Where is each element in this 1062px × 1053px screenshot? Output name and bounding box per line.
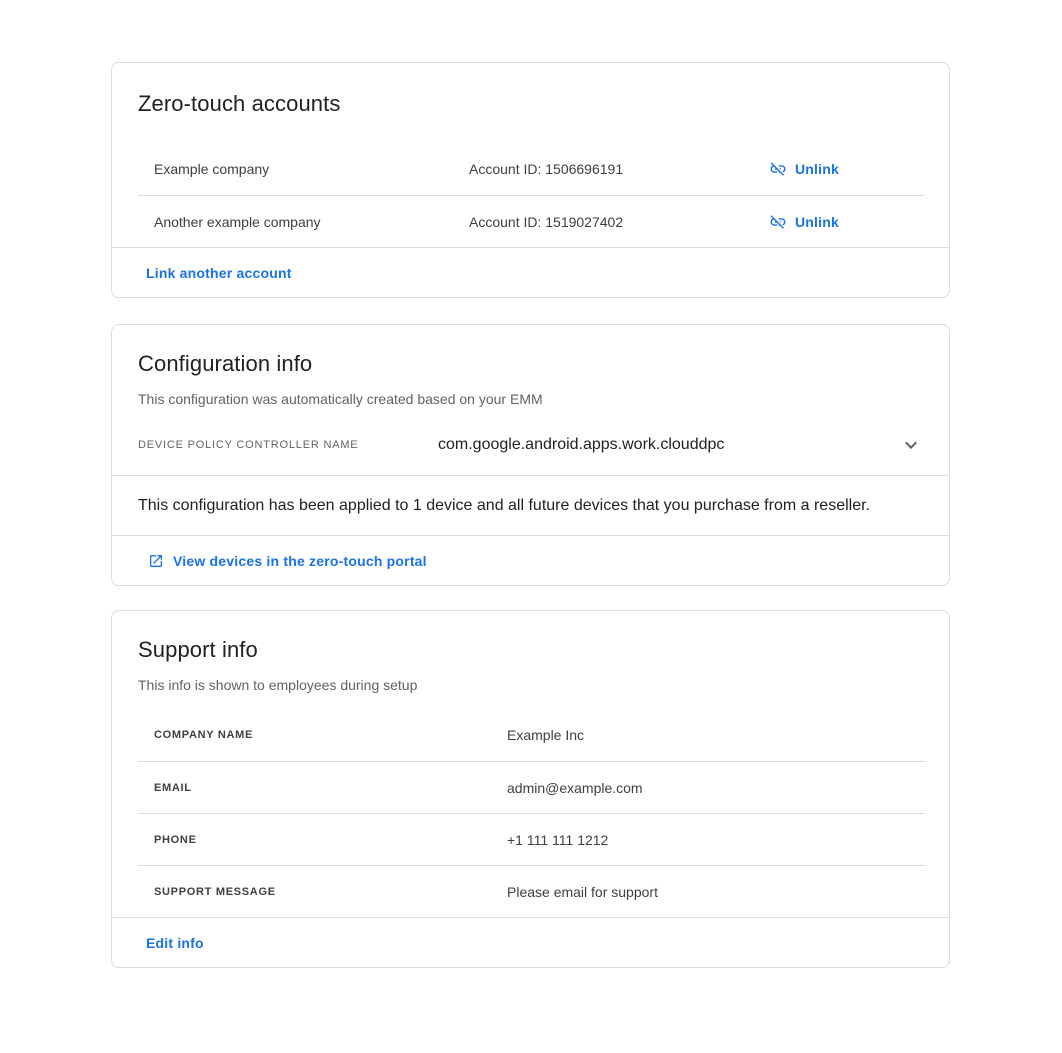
support-row-email — [138, 761, 925, 813]
open-in-new-icon — [148, 553, 164, 569]
support-row-value: admin@example.com — [507, 779, 643, 796]
dpc-name-label: DEVICE POLICY CONTROLLER NAME — [138, 439, 359, 451]
account-action-cell — [769, 213, 909, 231]
account-id: Account ID: 1506696191 — [469, 161, 624, 177]
support-row-label: SUPPORT MESSAGE — [154, 885, 276, 898]
view-devices-portal-link[interactable] — [148, 553, 427, 569]
view-devices-portal-label: View devices in the zero-touch portal — [173, 552, 427, 569]
configuration-applied-text-row — [112, 475, 949, 535]
support-info-subtitle: This info is shown to employees during setup — [138, 677, 418, 693]
support-row-company-name — [138, 709, 925, 761]
edit-info-button[interactable]: Edit info — [146, 934, 204, 951]
unlink-button[interactable] — [769, 213, 839, 231]
support-card-footer — [112, 917, 949, 967]
unlink-button-label: Unlink — [795, 213, 839, 230]
support-row-support-message — [138, 865, 925, 917]
support-row-label: COMPANY NAME — [154, 729, 254, 741]
unlink-button[interactable] — [769, 160, 839, 178]
zero-touch-card-footer — [112, 247, 949, 297]
support-info-table — [138, 709, 925, 917]
account-name: Example company — [154, 161, 270, 177]
support-row-value: Please email for support — [507, 883, 658, 900]
support-row-label: PHONE — [154, 833, 197, 846]
dpc-name-row[interactable] — [138, 415, 923, 475]
account-name: Another example company — [154, 213, 321, 230]
account-id: Account ID: 1519027402 — [469, 213, 624, 230]
configuration-applied-text: This configuration has been applied to 1 device and all future devices that you purchase from a reseller. — [138, 496, 870, 514]
support-info-card — [111, 610, 950, 968]
configuration-info-card — [111, 324, 950, 586]
account-row — [138, 195, 925, 247]
configuration-card-footer — [112, 535, 949, 585]
dpc-name-value: com.google.android.apps.work.clouddpc — [438, 436, 725, 453]
link-off-icon — [769, 213, 787, 231]
account-action-cell — [769, 160, 909, 178]
accounts-table — [138, 143, 925, 247]
support-row-phone — [138, 813, 925, 865]
link-another-account-button[interactable]: Link another account — [146, 264, 292, 281]
support-row-value: Example Inc — [507, 727, 585, 743]
chevron-down-icon[interactable] — [899, 433, 923, 457]
support-info-title: Support info — [138, 637, 258, 662]
support-row-value: +1 111 111 1212 — [507, 831, 609, 848]
unlink-button-label: Unlink — [795, 161, 839, 177]
configuration-info-title: Configuration info — [138, 351, 313, 376]
support-row-label: EMAIL — [154, 781, 192, 794]
configuration-info-subtitle: This configuration was automatically created based on your EMM — [138, 391, 543, 407]
zero-touch-accounts-card — [111, 62, 950, 298]
zero-touch-accounts-title: Zero-touch accounts — [138, 91, 341, 116]
account-row — [138, 143, 925, 195]
link-off-icon — [769, 160, 787, 178]
